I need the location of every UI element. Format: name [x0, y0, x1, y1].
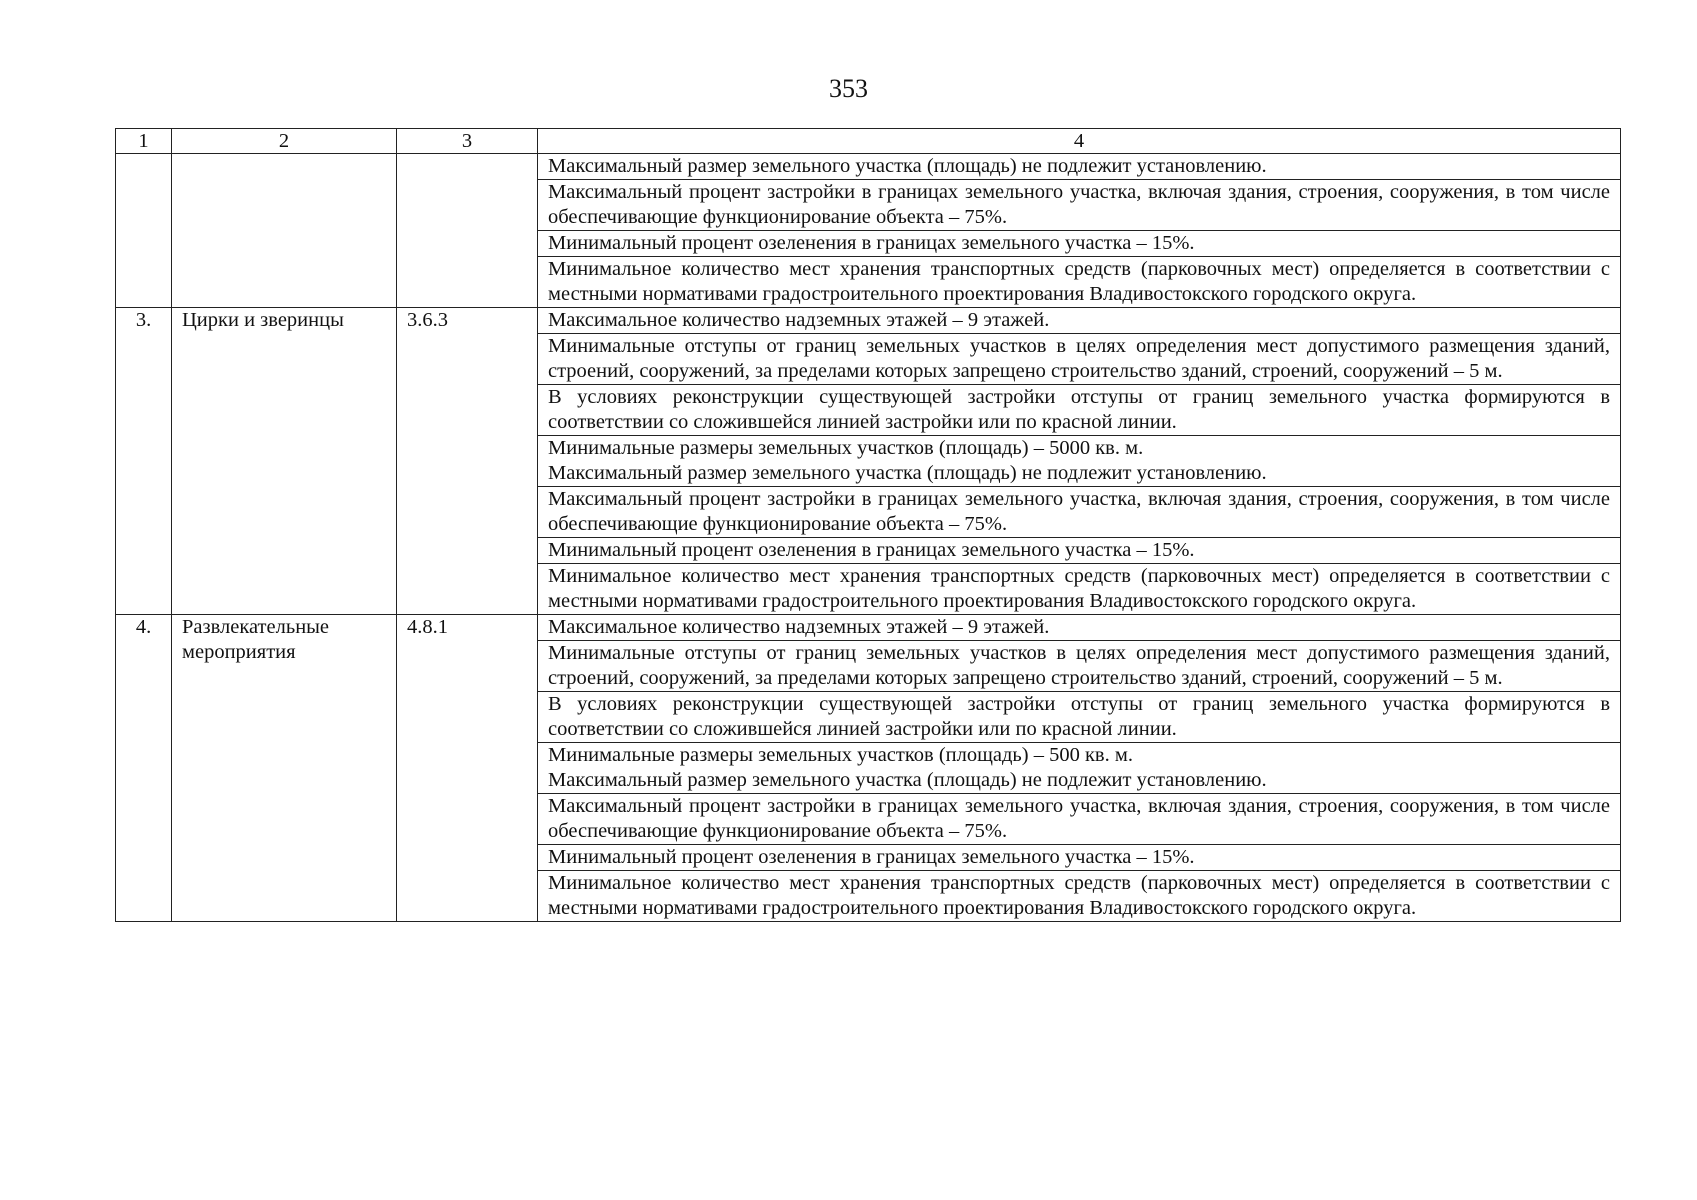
param-cell: В условиях реконструкции существующей застройки отступы от границ земельного участка формируются в соответствии со сложившейся линией застройки или по красной линии.	[538, 385, 1621, 436]
param-cell: Минимальное количество мест хранения транспортных средств (парковочных мест) определяется в соответствии с местными нормативами градостроительного проектирования Владивостокского городского округа.	[538, 564, 1621, 615]
regulations-table	[115, 128, 1621, 922]
table-row	[116, 615, 1621, 641]
param-cell: В условиях реконструкции существующей застройки отступы от границ земельного участка формируются в соответствии со сложившейся линией застройки или по красной линии.	[538, 692, 1621, 743]
use-name-cell: Развлекательные мероприятия	[172, 615, 397, 922]
param-cell: Минимальные отступы от границ земельных участков в целях определения мест допустимого размещения зданий, строений, сооружений, за пределами которых запрещено строительство зданий, строений, сооружений – 5 м.	[538, 334, 1621, 385]
param-cell: Максимальный процент застройки в границах земельного участка, включая здания, строения, сооружения, в том числе обеспечивающие функционирование объекта – 75%.	[538, 794, 1621, 845]
table-row	[116, 308, 1621, 334]
table-header-row	[116, 129, 1621, 154]
param-cell: Максимальное количество надземных этажей – 9 этажей.	[538, 308, 1621, 334]
param-cell: Максимальное количество надземных этажей – 9 этажей.	[538, 615, 1621, 641]
row-number-cell	[116, 154, 172, 308]
param-cell	[538, 436, 1621, 487]
use-name-cell	[172, 154, 397, 308]
header-cell-col4: 4	[538, 129, 1621, 154]
param-line: Максимальный размер земельного участка (площадь) не подлежит установлению.	[548, 462, 1267, 484]
use-code-cell: 3.6.3	[397, 308, 538, 615]
header-cell-col3: 3	[397, 129, 538, 154]
page-number: 353	[829, 74, 868, 103]
param-line: Минимальные размеры земельных участков (площадь) – 500 кв. м.	[548, 744, 1133, 766]
use-code-cell: 4.8.1	[397, 615, 538, 922]
param-cell: Минимальное количество мест хранения транспортных средств (парковочных мест) определяется в соответствии с местными нормативами градостроительного проектирования Владивостокского городского округа.	[538, 257, 1621, 308]
param-cell: Минимальный процент озеленения в границах земельного участка – 15%.	[538, 538, 1621, 564]
param-cell: Минимальные отступы от границ земельных участков в целях определения мест допустимого размещения зданий, строений, сооружений, за пределами которых запрещено строительство зданий, строений, сооружений – 5 м.	[538, 641, 1621, 692]
header-cell-col2: 2	[172, 129, 397, 154]
param-line: Максимальный размер земельного участка (площадь) не подлежит установлению.	[548, 769, 1267, 791]
header-cell-col1: 1	[116, 129, 172, 154]
param-cell: Минимальное количество мест хранения транспортных средств (парковочных мест) определяется в соответствии с местными нормативами градостроительного проектирования Владивостокского городского округа.	[538, 871, 1621, 922]
param-cell: Минимальный процент озеленения в границах земельного участка – 15%.	[538, 231, 1621, 257]
param-cell: Максимальный размер земельного участка (площадь) не подлежит установлению.	[538, 154, 1621, 180]
param-cell: Максимальный процент застройки в границах земельного участка, включая здания, строения, сооружения, в том числе обеспечивающие функционирование объекта – 75%.	[538, 180, 1621, 231]
param-cell: Минимальный процент озеленения в границах земельного участка – 15%.	[538, 845, 1621, 871]
row-number-cell: 3.	[116, 308, 172, 615]
use-code-cell	[397, 154, 538, 308]
use-name-cell: Цирки и зверинцы	[172, 308, 397, 615]
table-row	[116, 154, 1621, 180]
row-number-cell: 4.	[116, 615, 172, 922]
param-cell: Максимальный процент застройки в границах земельного участка, включая здания, строения, сооружения, в том числе обеспечивающие функционирование объекта – 75%.	[538, 487, 1621, 538]
param-cell	[538, 743, 1621, 794]
param-line: Минимальные размеры земельных участков (площадь) – 5000 кв. м.	[548, 437, 1144, 459]
